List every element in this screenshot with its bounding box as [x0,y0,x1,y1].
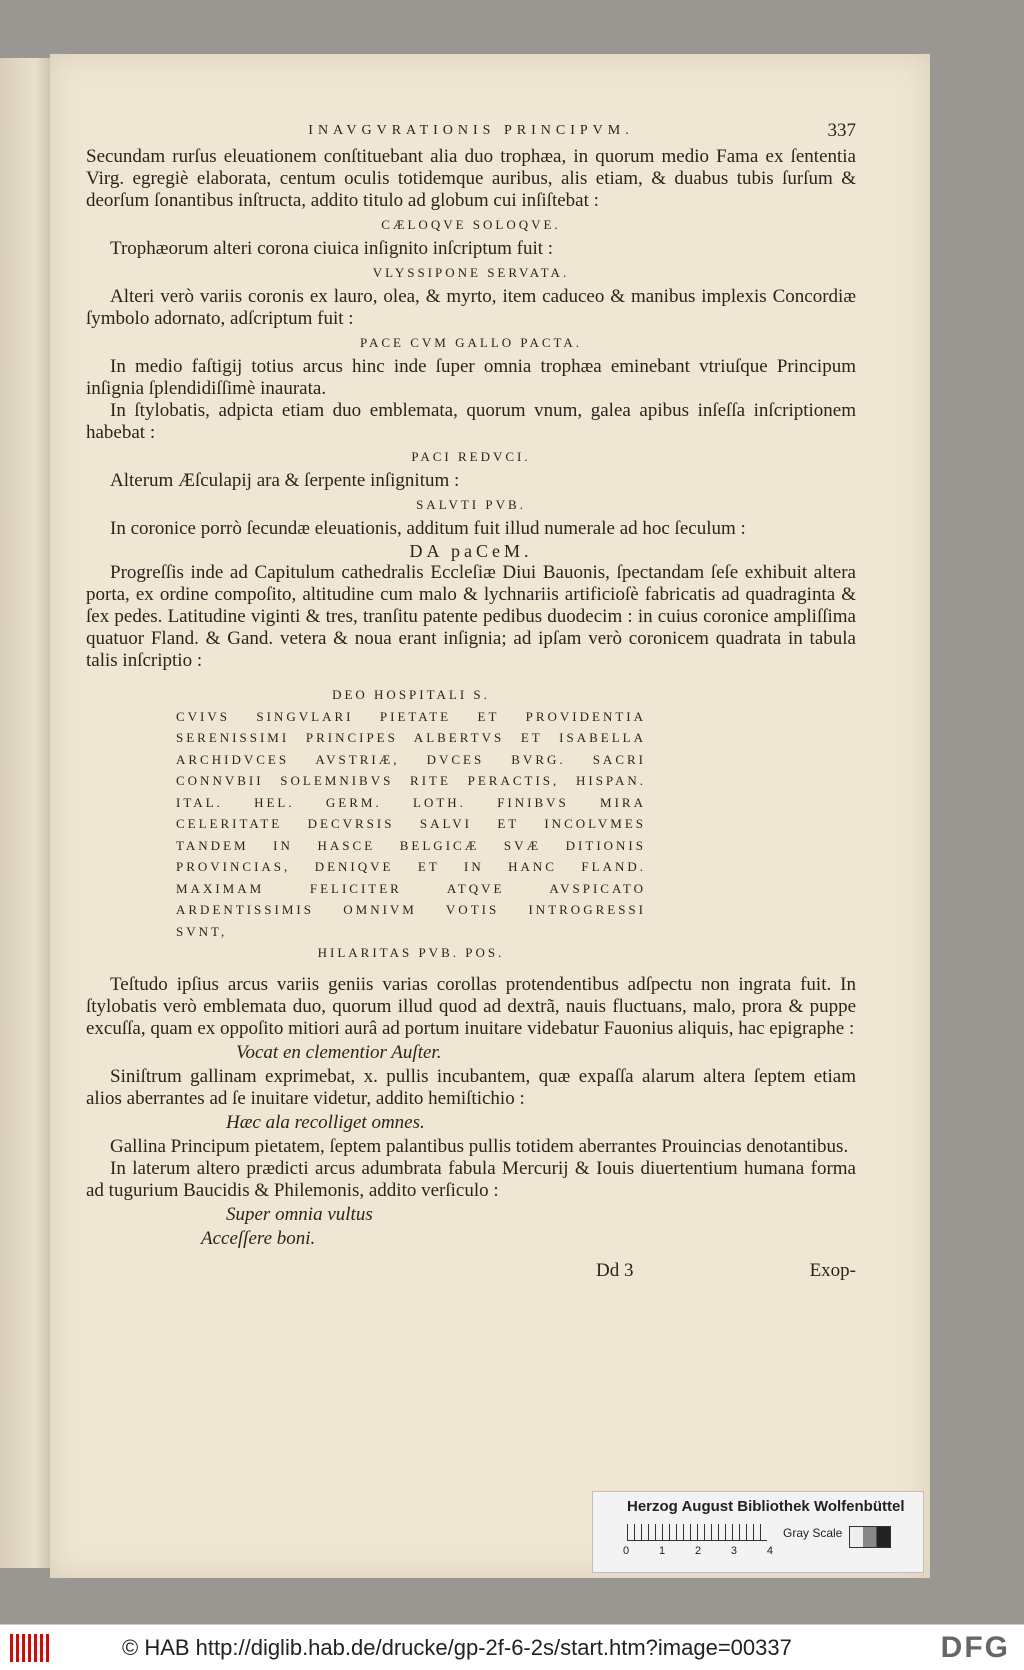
gray-scale-label: Gray Scale [783,1526,843,1540]
paragraph: In ſtylobatis, adpicta etiam duo emblemata, quorum vnum, galea apibus inſeſſa inſcriptionem habebat : [86,400,856,443]
paragraph: Trophæorum alteri corona ciuica inſignito inſcriptum fuit : [110,238,554,259]
book-page [50,54,930,1578]
inscription-caps: CÆLOQVE SOLOQVE. [381,217,561,232]
paragraph: Gallina Principum pietatem, ſeptem palantibus pullis totidem aberrantes Prouincias denotantibus. [110,1135,849,1157]
viewer-footer [0,1624,1024,1670]
motto-verse: Hæc ala recolliget omnes. [226,1111,425,1133]
inscription-line: ITAL. HEL. GERM. LOTH. FINIBVS MIRA [176,794,646,810]
motto-verse: Acceſſere boni. [201,1227,316,1249]
inscription-line: PROVINCIAS, DENIQVE ET IN HANC FLAND. [176,859,646,874]
paragraph: In coronice porrò ſecundæ eleuationis, additum fuit illud numerale ad hoc ſeculum : [110,518,746,539]
paragraph: In laterum altero prædicti arcus adumbrata fabula Mercurij & Iouis diuertentium humana forma ad tugurium Baucidis & Philemonis, addito verſiculo : [86,1157,856,1201]
inscription-line: CONNVBII SOLEMNIBVS RITE PERACTIS, HISPAN. [176,773,646,788]
header-title: INAVGVRATIONIS PRINCIPVM. [308,123,634,138]
page-content [86,120,856,1286]
gray-scale-swatch [849,1526,891,1548]
catchword: Exop- [809,1259,856,1281]
inscription-line: SVNT, [176,923,228,939]
inscription-block [176,684,646,964]
color-calibration-card [592,1491,924,1573]
copyright-link[interactable]: © HAB http://diglib.hab.de/drucke/gp-2f-6-2s/start.htm?image=00337 [122,1635,792,1660]
chronogram: DA paCeM. [409,541,533,561]
ruler-number: 2 [694,1545,702,1557]
motto-verse: Vocat en clementior Auſter. [236,1041,442,1063]
inscription-line: CVIVS SINGVLARI PIETATE ET PROVIDENTIA [176,708,646,724]
inscription-caps: SALVTI PVB. [416,497,526,512]
paragraph: Teſtudo ipſius arcus variis geniis varias corollas protendentibus adſpectu non ingrata fuit. In ſtylobatis verò emblemata duo, quorum illud quod ad dextrã, nauis fluctuans, malo, prora & puppe excuſſa, quam ex oppoſito mitiori aurâ ad portum inuitare videbatur Fauonius aliquis, hac epigraphe : [86,973,856,1039]
page-footer-line [86,1256,856,1286]
library-name: Herzog August Bibliothek Wolfenbüttel [627,1498,905,1515]
ruler-number: 3 [730,1545,738,1557]
paragraph: Alterum Æſculapij ara & ſerpente inſignitum : [110,470,460,491]
motto-verse: Super omnia vultus [226,1203,373,1225]
ruler-scale [627,1524,767,1541]
paragraph: Progreſſis inde ad Capitulum cathedralis Eccleſiæ Diui Bauonis, ſpectandam ſeſe exhibuit altera porta, ex ordine compoſito, altitudine cum malo & lychnariis artificioſè fabricatis ad quadraginta & ſex pedes. Latitudine viginti & tres, tranſitu patente pedibus duodecim : in cuius coronice ampliſſima quatuor Fland. & Gand. vetera & noua erant inſignia; ad ipſam verò coronicem quadrata in tabula talis inſcriptio : [86,562,856,671]
inscription-line: HILARITAS PVB. POS. [317,945,505,960]
ruler-number: 1 [658,1545,666,1557]
ruler-number: 0 [623,1545,630,1557]
ruler-number: 4 [766,1545,773,1557]
paragraph: Alteri verò variis coronis ex lauro, olea, & myrto, item caduceo & manibus implexis Concordiæ ſymbolo adornato, adſcriptum fuit : [86,286,856,329]
page-number: 337 [827,120,856,141]
signature-mark: Dd 3 [596,1259,634,1281]
facing-page-edge [0,58,50,1568]
inscription-line: TANDEM IN HASCE BELGICÆ SVÆ DITIONIS [176,837,646,853]
dfg-logo: DFG [940,1631,1010,1664]
inscription-caps: PACI REDVCI. [411,449,531,464]
paragraph: In medio faſtigij totius arcus hinc inde ſuper omnia trophæa eminebant vtriuſque Principum inſignia ſplendidiſſimè inaurata. [86,356,856,399]
inscription-line: SERENISSIMI PRINCIPES ALBERTVS ET ISABELLA [176,730,646,745]
inscription-caps: PACE CVM GALLO PACTA. [359,335,583,350]
inscription-line: MAXIMAM FELICITER ATQVE AVSPICATO [176,880,646,896]
inscription-line: ARCHIDVCES AVSTRIÆ, DVCES BVRG. SACRI [176,751,646,767]
paragraph: Siniſtrum gallinam exprimebat, x. pullis incubantem, quæ expaſſa alarum altera ſeptem etiam alios aberrantes ad ſe inuitare videtur, addito hemiſtichio : [86,1065,856,1109]
hab-logo-icon [10,1634,50,1662]
inscription-line: DEO HOSPITALI S. [332,687,490,702]
ruler-numbers [623,1545,773,1557]
inscription-line: CELERITATE DECVRSIS SALVI ET INCOLVMES [176,816,646,831]
paragraph: Secundam rurſus eleuationem conſtituebant alia duo trophæa, in quorum medio Fama ex ſententia Virg. egregiè elaborata, centum oculis totidemque auribus, alis etiam, & duabus tubis ſurſum & deorſum ſonantibus inſtructa, addito titulo ad globum cui inſiſtebat : [86,146,856,211]
inscription-line: ARDENTISSIMIS OMNIVM VOTIS INTROGRESSI [176,902,646,917]
inscription-caps: VLYSSIPONE SERVATA. [372,265,570,280]
running-header [86,120,856,146]
